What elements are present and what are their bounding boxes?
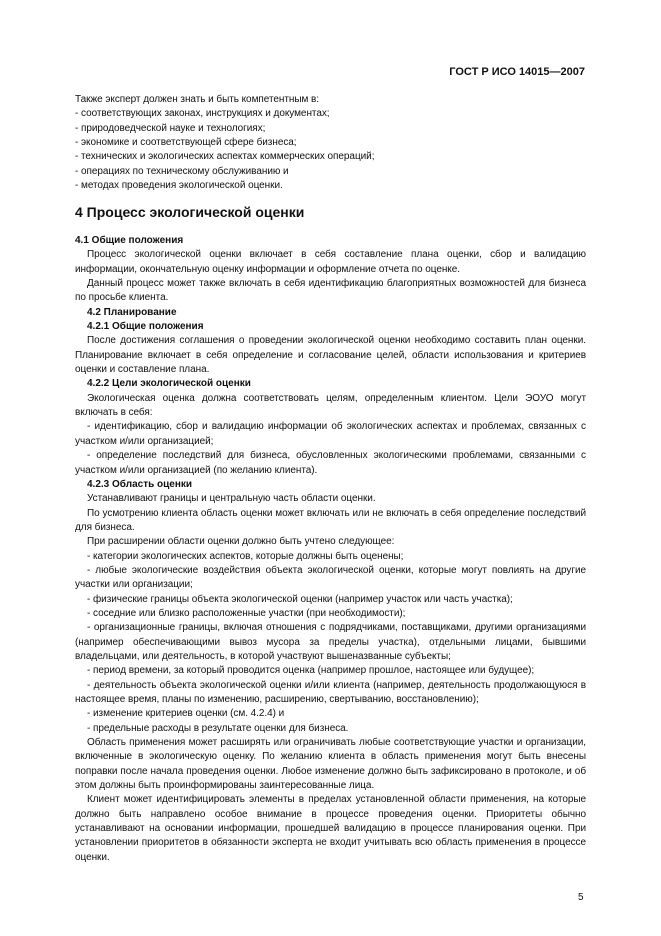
paragraph: При расширении области оценки должно быть учтено следующее: <box>87 536 395 548</box>
list-item: - деятельность объекта экологической оценки и/или клиента (например, деятельность продолжающуюся в настоящее время, планы по изменению, расширению, свертыванию, восстановлению); <box>75 679 586 705</box>
list-item: - соответствующих законах, инструкциях и документах; <box>75 108 330 120</box>
list-item: - природоведческой науке и технологиях; <box>75 122 266 134</box>
paragraph: Процесс экологической оценки включает в себя составление плана оценки, сбор и валидацию информации, окончательную оценку информации и оформление отчета по оценке. <box>75 249 586 275</box>
list-item: - любые экологические воздействия объекта экологической оценки, которые могут повлиять на другие участки или организации; <box>75 564 586 591</box>
subsection-heading: 4.2.2 Цели экологической оценки <box>87 378 251 390</box>
list-item: - технических и экологических аспектах коммерческих операций; <box>75 151 375 163</box>
subsection-heading: 4.2 Планирование <box>87 306 177 318</box>
paragraph: Устанавливают границы и центральную часть области оценки. <box>87 493 376 505</box>
document-header: ГОСТ Р ИСО 14015—2007 <box>449 66 585 78</box>
paragraph: Область применения может расширять или ограничивать любые соответствующие участки и организации, включенные в экологическую оценку. По желанию клиента в область применения могут быть внесены поправки после начала проведения оценки. Любое изменение должно быть зафиксировано в протоколе, и об этом должны быть проинформированы заинтересованные лица. <box>75 737 586 792</box>
list-item: - экономике и соответствующей сфере бизнеса; <box>75 137 297 149</box>
list-item: - организационные границы, включая отношения с подрядчиками, поставщиками, другими организациями (например обеспечивающими вывоз мусора за пределы участка), отдельными лицами, бывшими владельцами, или деятельность, в которой участвуют вышеназванные субъекты; <box>75 622 586 662</box>
paragraph: Данный процесс может также включать в себя идентификацию благоприятных возможностей для бизнеса по просьбе клиента. <box>75 278 586 304</box>
paragraph: Экологическая оценка должна соответствовать целям, определенным клиентом. Цели ЭОУО могут включать в себя: <box>75 392 586 419</box>
paragraph: По усмотрению клиента область оценки может включать или не включать в себя определение последствий для бизнеса. <box>75 507 586 533</box>
section-body <box>75 234 586 865</box>
paragraph: После достижения соглашения о проведении экологической оценки необходимо составить план оценки. Планирование включает в себя определение и согласование целей, области использования и критериев оценки и составление плана. <box>75 335 586 376</box>
intro-block <box>75 93 586 193</box>
subsection-heading: 4.2.3 Область оценки <box>87 478 193 490</box>
subsection-heading: 4.2.1 Общие положения <box>87 321 204 333</box>
page-number: 5 <box>578 892 584 903</box>
list-item: - категории экологических аспектов, которые должны быть оценены; <box>87 550 404 562</box>
list-item: - физические границы объекта экологической оценки (например участок или часть участка); <box>87 593 513 605</box>
list-item: - период времени, за который проводится оценка (например прошлое, настоящее или будущее); <box>87 665 535 677</box>
subsection-heading: 4.1 Общие положения <box>75 235 184 246</box>
list-item: - изменение критериев оценки (см. 4.2.4) и <box>87 708 285 720</box>
list-item: - предельные расходы в результате оценки для бизнеса. <box>87 722 349 734</box>
list-item: - соседние или близко расположенные участки (при необходимости); <box>87 607 406 619</box>
section-heading: 4 Процесс экологической оценки <box>75 204 305 220</box>
list-item: - методах проведения экологической оценки. <box>75 180 283 192</box>
list-item: - операциях по техническому обслуживанию и <box>75 165 289 177</box>
list-item: - идентификацию, сбор и валидацию информации об экологических аспектах и проблемах, связанных с участком и/или организацией; <box>75 421 586 447</box>
intro-lead: Также эксперт должен знать и быть компетентным в: <box>75 94 320 105</box>
paragraph: Клиент может идентифицировать элементы в пределах установленной области применения, на которые должно быть направлено особое внимание в процессе проведения оценки. Приоритеты обычно устанавливают на основании информации, прошедшей валидацию в процессе планирования оценки. При установлении приоритетов в обязанности эксперта не входит учитывать всю область применения в процессе оценки. <box>75 794 586 863</box>
list-item: - определение последствий для бизнеса, обусловленных экологическими проблемами, связанными с участком и/или организацией (по желанию клиента). <box>75 450 586 476</box>
